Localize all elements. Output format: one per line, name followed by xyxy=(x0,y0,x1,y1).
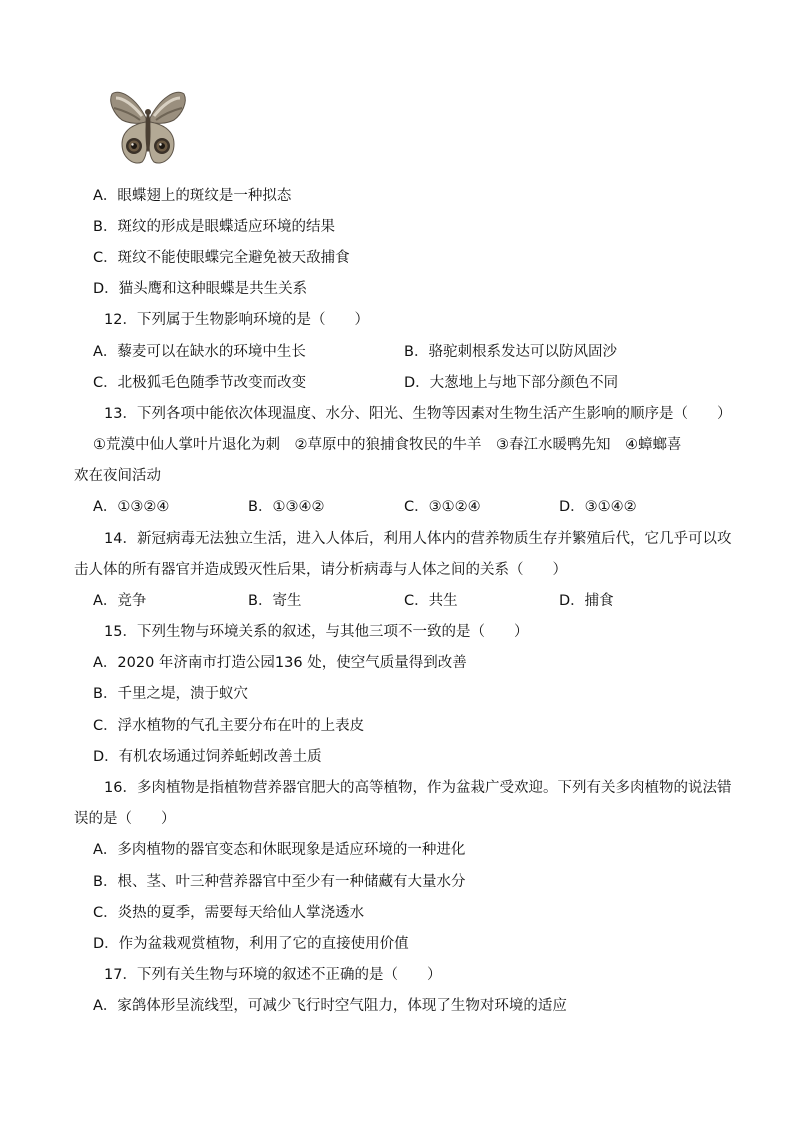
q15-option-a: A．2020 年济南市打造公园136 处，使空气质量得到改善 xyxy=(93,655,467,671)
q14-option-c: C．共生 xyxy=(404,593,458,609)
q13-option-b: B．①③④② xyxy=(248,499,325,515)
owl-butterfly-image xyxy=(108,88,188,168)
q13-option-c: C．③①②④ xyxy=(404,499,481,515)
q16-option-d: D．作为盆栽观赏植物，利用了它的直接使用价值 xyxy=(93,936,409,952)
q15-option-d: D．有机农场通过饲养蚯蚓改善土质 xyxy=(93,749,322,765)
q12-option-b: B．骆驼刺根系发达可以防风固沙 xyxy=(404,344,617,360)
q14-stem-line1: 14．新冠病毒无法独立生活，进入人体后，利用人体内的营养物质生存并繁殖后代，它几乎可以攻 xyxy=(104,531,732,547)
q11-option-c: C．斑纹不能使眼蝶完全避免被天敌捕食 xyxy=(93,250,350,266)
q16-stem-line1: 16．多肉植物是指植物营养器官肥大的高等植物，作为盆栽广受欢迎。下列有关多肉植物的说法错 xyxy=(104,780,732,796)
q16-option-c: C．炎热的夏季，需要每天给仙人掌浇透水 xyxy=(93,905,365,921)
q13-stem: 13．下列各项中能依次体现温度、水分、阳光、生物等因素对生物生活产生影响的顺序是（ ） xyxy=(104,406,732,422)
q17-stem: 17．下列有关生物与环境的叙述不正确的是（ ） xyxy=(104,967,442,983)
q12-option-d: D．大葱地上与地下部分颜色不同 xyxy=(404,375,619,391)
q12-option-a: A．藜麦可以在缺水的环境中生长 xyxy=(93,344,306,360)
q12-stem: 12．下列属于生物影响环境的是（ ） xyxy=(104,312,369,328)
q15-option-c: C．浮水植物的气孔主要分布在叶的上表皮 xyxy=(93,718,365,734)
q13-statements-line2: 欢在夜间活动 xyxy=(74,468,161,484)
q14-option-a: A．竞争 xyxy=(93,593,147,609)
q11-option-b: B．斑纹的形成是眼蝶适应环境的结果 xyxy=(93,219,335,235)
q13-option-a: A．①③②④ xyxy=(93,499,170,515)
q16-stem-line2: 误的是（ ） xyxy=(74,811,176,827)
q15-option-b: B．千里之堤，溃于蚁穴 xyxy=(93,686,248,702)
q11-option-d: D．猫头鹰和这种眼蝶是共生关系 xyxy=(93,281,308,297)
q14-option-b: B．寄生 xyxy=(248,593,302,609)
q17-option-a: A．家鸽体形呈流线型，可减少飞行时空气阻力，体现了生物对环境的适应 xyxy=(93,998,567,1014)
q15-stem: 15．下列生物与环境关系的叙述，与其他三项不一致的是（ ） xyxy=(104,624,529,640)
q13-statements-line1: ①荒漠中仙人掌叶片退化为刺 ②草原中的狼捕食牧民的牛羊 ③春江水暖鸭先知 ④蟑螂喜 xyxy=(93,437,682,453)
q13-option-d: D．③①④② xyxy=(559,499,637,515)
q14-option-d: D．捕食 xyxy=(559,593,614,609)
q16-option-a: A．多肉植物的器官变态和休眠现象是适应环境的一种进化 xyxy=(93,842,466,858)
q16-option-b: B．根、茎、叶三种营养器官中至少有一种储藏有大量水分 xyxy=(93,874,466,890)
q12-option-c: C．北极狐毛色随季节改变而改变 xyxy=(93,375,307,391)
q11-option-a: A．眼蝶翅上的斑纹是一种拟态 xyxy=(93,188,292,204)
q14-stem-line2: 击人体的所有器官并造成毁灭性后果，请分析病毒与人体之间的关系（ ） xyxy=(74,562,567,578)
